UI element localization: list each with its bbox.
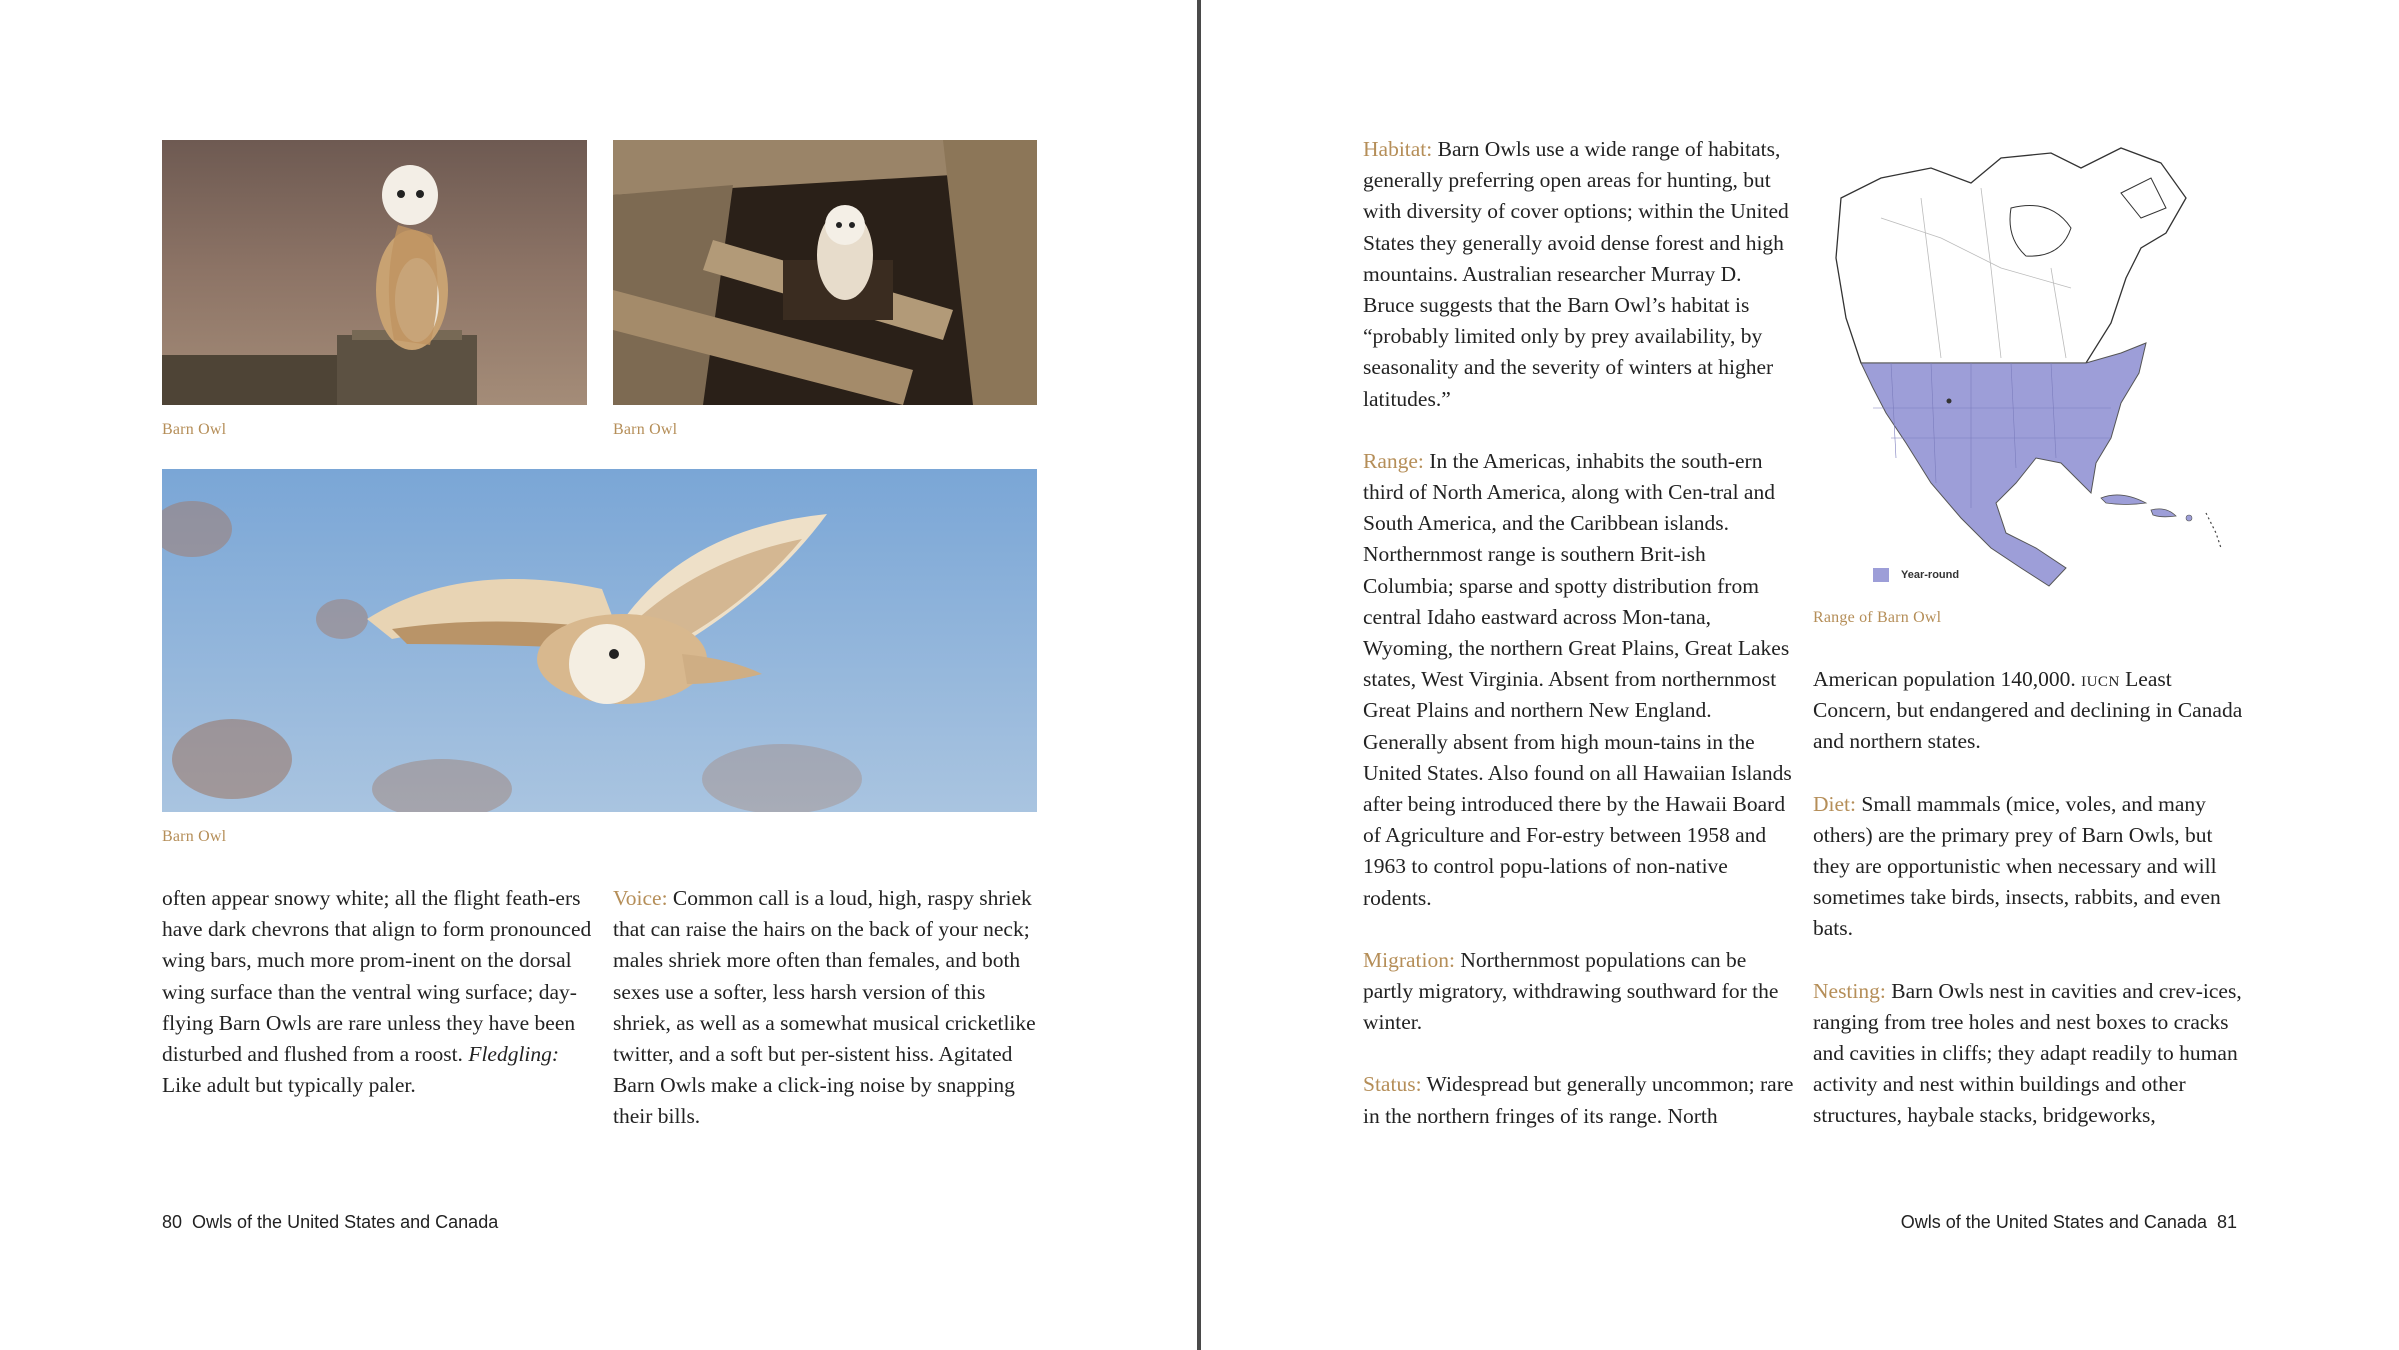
habitat-paragraph (1363, 134, 1795, 415)
fledgling-text: Like adult but typically paler. (162, 1073, 416, 1098)
range-label: Range: (1363, 448, 1424, 473)
year-round-swatch (1873, 568, 1889, 582)
north-america-map-icon (1821, 138, 2241, 598)
photo-caption: Barn Owl (613, 421, 678, 438)
running-title: Owls of the United States and Canada (1900, 1212, 2207, 1232)
nesting-label: Nesting: (1813, 978, 1886, 1003)
status-continued-text-2: Least Concern, but endangered and declining in Canada and northern states. (1813, 667, 2243, 754)
left-page (0, 0, 1197, 1350)
status-text: Widespread but generally uncommon; rare in the northern fringes of its range. North (1363, 1072, 1794, 1128)
range-text: In the Americas, inhabits the south-ern third of North America, along with Cen-tral and South America, and the Caribbean islands. Northernmost range is southern Brit-ish Columbia; sparse and spotty distribution from central Idaho eastward across Mon-tana, Wyoming, the northern Great Plains, Great Lakes states, West Virginia. Absent from northernmost Great Plains and northern New England. Generally absent from high moun-tains in the United States. Also found on all Hawaiian Islands after being introduced there by the Hawaii Board of Agriculture and For-estry between 1958 and 1963 to control popu-lations of non-native rodents. (1363, 448, 1792, 910)
voice-column (613, 883, 1043, 1133)
right-column-2 (1813, 664, 2245, 1132)
description-paragraph (162, 883, 592, 1101)
barn-owl-in-barn-photo (613, 140, 1037, 405)
diet-text: Small mammals (mice, voles, and many others) are the primary prey of Barn Owls, but they are opportunistic when necessary and will sometimes take birds, insects, rabbits, and even bats. (1813, 791, 2221, 941)
voice-label: Voice: (613, 886, 668, 910)
right-folio (1901, 1212, 2237, 1233)
description-column (162, 883, 592, 1101)
description-text: often appear snowy white; all the flight feath-ers have dark chevrons that align to form pronounced wing bars, much more prom-inent on the dorsal wing surface than the ventral wing surface; day-flying Barn Owls are rare unless they have been disturbed and flushed from a roost. (162, 886, 592, 1067)
migration-paragraph (1363, 945, 1795, 1039)
map-caption: Range of Barn Owl (1813, 609, 1942, 626)
barn-owl-perched-photo (162, 140, 587, 405)
voice-paragraph (613, 883, 1043, 1133)
voice-text: Common call is a loud, high, raspy shriek that can raise the hairs on the back of your neck; males shriek more often than females, and both sexes use a softer, less harsh version of this shriek, as well as a somewhat musical cricketlike twitter, and a soft but per-sistent hiss. Agitated Barn Owls make a click-ing noise by snapping their bills. (613, 886, 1036, 1129)
map-legend (1873, 568, 1959, 582)
habitat-label: Habitat: (1363, 137, 1433, 161)
iucn-label: iucn (2081, 667, 2120, 691)
legend-label: Year-round (1901, 569, 1960, 581)
status-continued-text: American population 140,000. (1813, 667, 2082, 691)
status-paragraph (1363, 1069, 1795, 1131)
diet-label: Diet: (1813, 791, 1856, 816)
range-paragraph (1363, 446, 1795, 914)
nesting-paragraph (1813, 976, 2245, 1132)
nesting-text: Barn Owls nest in cavities and crev-ices, ranging from tree holes and nest boxes to cracks and cavities in cliffs; they adapt readily to human activity and nest within buildings and other structures, haybale stacks, bridgeworks, (1813, 978, 2242, 1128)
photo-caption: Barn Owl (162, 421, 227, 438)
page-number: 80 (162, 1212, 183, 1232)
right-column-1 (1363, 134, 1795, 1132)
habitat-text: Barn Owls use a wide range of habitats, generally preferring open areas for hunting, but with diversity of cover options; within the United States they generally avoid dense forest and high mountains. Australian researcher Murray D. Bruce suggests that the Barn Owl’s habitat is “probably limited only by prey availability, by seasonality and the severity of winters at higher latitudes.” (1363, 137, 1789, 411)
page-number: 81 (2216, 1212, 2237, 1232)
migration-label: Migration: (1363, 947, 1455, 972)
photo-caption: Barn Owl (162, 828, 227, 845)
fledgling-label: Fledgling: (468, 1042, 560, 1067)
running-title: Owls of the United States and Canada (192, 1212, 499, 1232)
status-continued-paragraph (1813, 664, 2245, 758)
migration-text: Northernmost populations can be partly migratory, withdrawing southward for the winter. (1363, 947, 1779, 1035)
diet-paragraph (1813, 789, 2245, 945)
range-map (1821, 138, 2241, 598)
right-page (1201, 0, 2399, 1350)
status-label: Status: (1363, 1072, 1422, 1097)
left-folio (162, 1212, 498, 1233)
barn-owl-in-flight-photo (162, 469, 1037, 812)
